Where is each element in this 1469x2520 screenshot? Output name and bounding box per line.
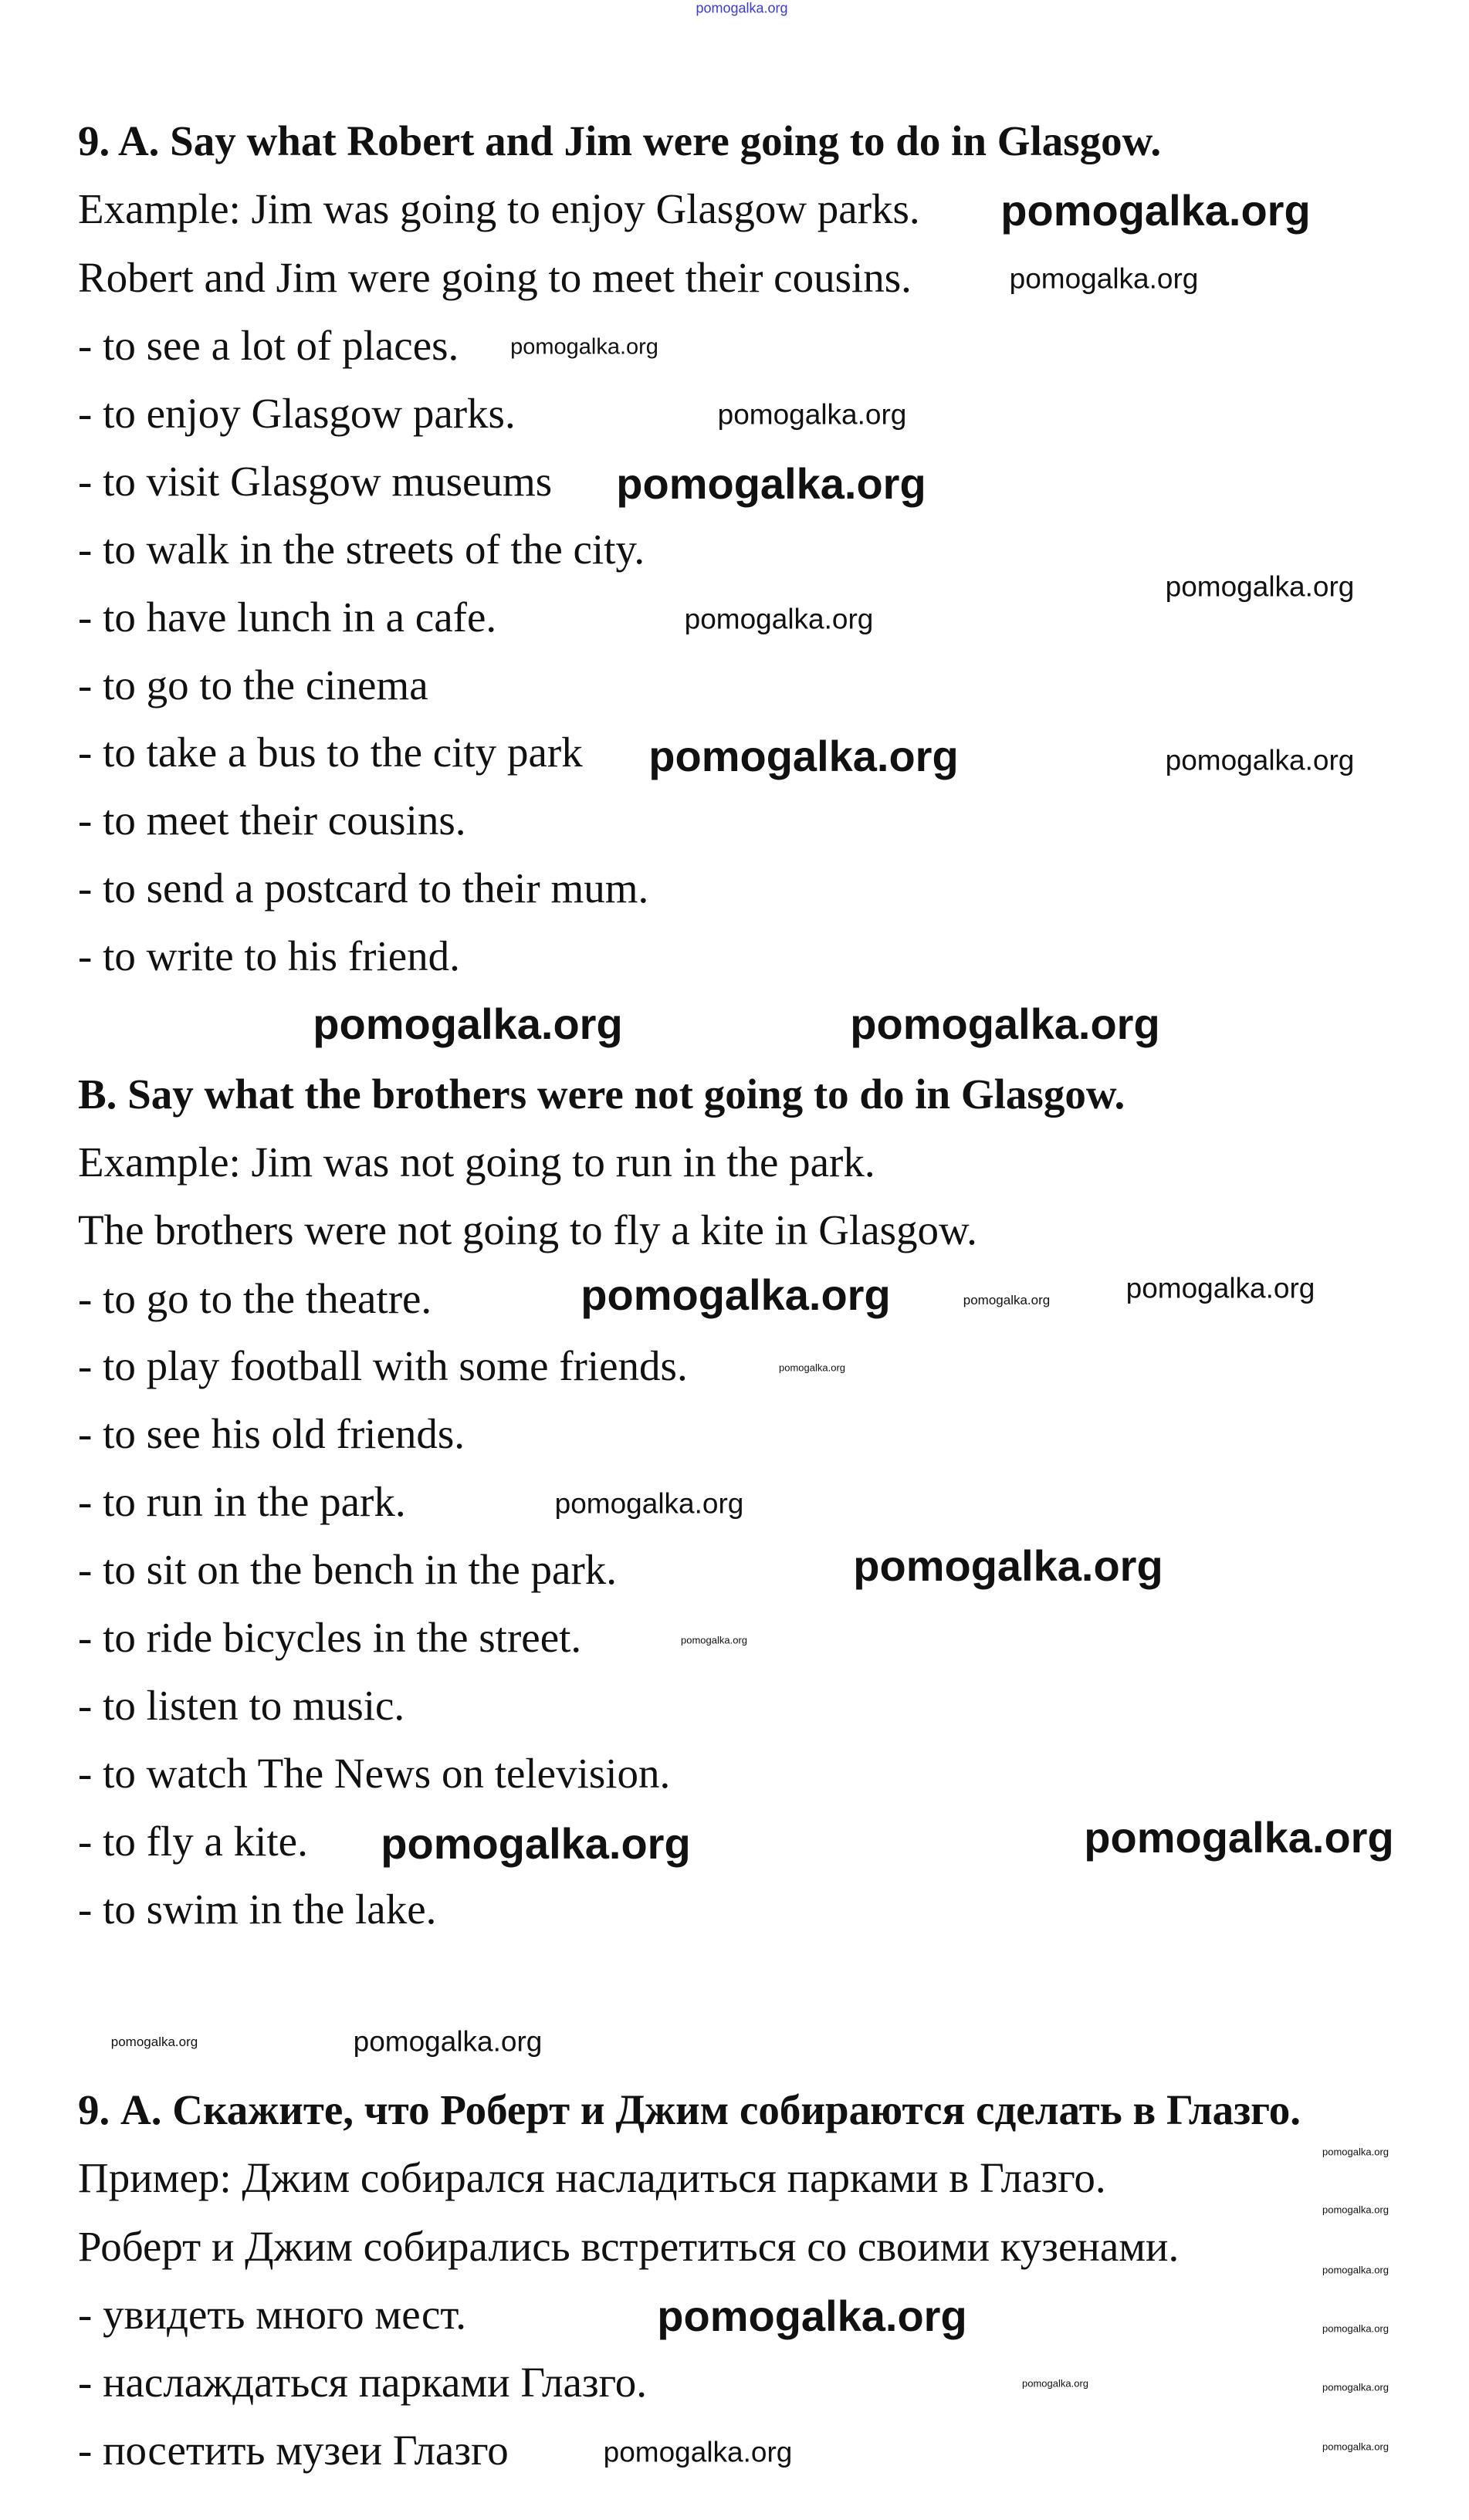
section-b-list-item: - to sit on the bench in the park. (78, 1546, 618, 1593)
watermark: pomogalka.org (1084, 1812, 1394, 1862)
watermark: pomogalka.org (657, 2291, 967, 2340)
section-b-list-item: - to go to the theatre. (78, 1275, 432, 1322)
section-b-list-item: - to ride bicycles in the street. (78, 1614, 582, 1661)
watermark: pomogalka.org (1322, 2204, 1389, 2216)
section-ru-example: Пример: Джим собирался насладиться парками в Глазго. (78, 2154, 1106, 2201)
section-ru-list-item: - посетить музеи Глазго (78, 2427, 509, 2474)
section-a-list-item: - to enjoy Glasgow parks. (78, 390, 516, 437)
section-a-list-item: - to have lunch in a cafe. (78, 594, 497, 641)
watermark: pomogalka.org (696, 0, 788, 16)
watermark: pomogalka.org (353, 2025, 543, 2058)
section-b-list-item: - to watch The News on television. (78, 1750, 671, 1797)
watermark: pomogalka.org (1322, 2146, 1389, 2158)
section-ru-heading: 9. А. Скажите, что Роберт и Джим собираются сделать в Глазго. (78, 2086, 1301, 2133)
watermark: pomogalka.org (580, 1270, 891, 1319)
section-ru-answer: Роберт и Джим собирались встретиться со своими кузенами. (78, 2223, 1180, 2270)
section-a-list-item: - to take a bus to the city park (78, 729, 583, 776)
watermark: pomogalka.org (779, 1361, 845, 1374)
section-a-list-item: - to write to his friend. (78, 932, 460, 979)
watermark: pomogalka.org (684, 603, 874, 635)
section-a-list-item: - to go to the cinema (78, 661, 428, 709)
section-b-list-item: - to see his old friends. (78, 1410, 465, 1457)
watermark: pomogalka.org (1322, 2441, 1389, 2453)
section-a-example: Example: Jim was going to enjoy Glasgow parks. (78, 185, 920, 232)
section-b-list-item: - to play football with some friends. (78, 1342, 688, 1389)
section-a-list-item: - to see a lot of places. (78, 322, 459, 369)
section-b-example: Example: Jim was not going to run in the park. (78, 1138, 875, 1186)
section-b-list-item: - to fly a kite. (78, 1818, 308, 1865)
watermark: pomogalka.org (1165, 744, 1355, 776)
section-b-answer: The brothers were not going to fly a kite in Glasgow. (78, 1206, 977, 1253)
section-a-heading: 9. A. Say what Robert and Jim were going to do in Glasgow. (78, 117, 1162, 164)
watermark: pomogalka.org (313, 999, 623, 1048)
watermark: pomogalka.org (681, 1634, 747, 1646)
section-b-list-item: - to listen to music. (78, 1682, 405, 1729)
watermark: pomogalka.org (554, 1487, 744, 1520)
watermark: pomogalka.org (603, 2436, 793, 2468)
section-ru-list-item: - наслаждаться парками Глазго. (78, 2359, 648, 2406)
watermark: pomogalka.org (963, 1293, 1051, 1308)
section-b-heading: B. Say what the brothers were not going to do in Glasgow. (78, 1071, 1125, 1118)
section-a-list-item: - to meet their cousins. (78, 797, 466, 844)
watermark: pomogalka.org (1009, 262, 1199, 295)
watermark: pomogalka.org (717, 398, 907, 431)
watermark: pomogalka.org (1165, 570, 1355, 603)
watermark: pomogalka.org (853, 1541, 1163, 1590)
section-a-answer: Robert and Jim were going to meet their cousins. (78, 254, 912, 301)
section-b-list-item: - to swim in the lake. (78, 1886, 437, 1933)
watermark: pomogalka.org (381, 1818, 691, 1868)
watermark: pomogalka.org (1322, 2264, 1389, 2276)
watermark: pomogalka.org (616, 458, 926, 508)
watermark: pomogalka.org (110, 2035, 198, 2050)
watermark: pomogalka.org (510, 334, 658, 360)
section-b-list-item: - to run in the park. (78, 1478, 406, 1525)
section-a-list-item: - to visit Glasgow museums (78, 458, 553, 505)
watermark: pomogalka.org (1322, 2381, 1389, 2393)
watermark: pomogalka.org (1322, 2322, 1389, 2335)
section-ru-list-item: - увидеть много мест. (78, 2291, 467, 2338)
watermark: pomogalka.org (1022, 2377, 1088, 2390)
watermark: pomogalka.org (1125, 1272, 1315, 1304)
watermark: pomogalka.org (850, 999, 1160, 1048)
watermark: pomogalka.org (1000, 185, 1311, 235)
section-a-list-item: - to send a postcard to their mum. (78, 864, 649, 912)
watermark: pomogalka.org (648, 731, 959, 780)
section-a-list-item: - to walk in the streets of the city. (78, 526, 645, 573)
